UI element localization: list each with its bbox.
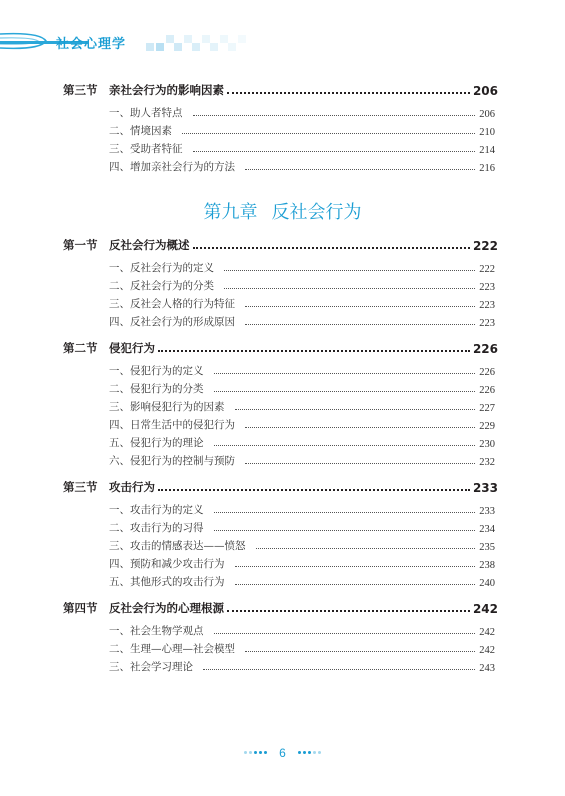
toc-item[interactable] (109, 519, 495, 535)
item-title: 一、社会生物学观点 (109, 625, 204, 637)
item-title: 五、侵犯行为的理论 (109, 437, 204, 449)
footer-dot (259, 751, 262, 754)
item-page-number: 243 (479, 663, 495, 674)
section-title: 攻击行为 (109, 480, 155, 494)
item-page-number: 232 (479, 457, 495, 468)
footer-dot (244, 751, 247, 754)
item-title: 五、其他形式的攻击行为 (109, 576, 225, 588)
footer-dot (249, 751, 252, 754)
footer-dot (264, 751, 267, 754)
item-page-number: 235 (479, 542, 495, 553)
section-title: 反社会行为概述 (109, 238, 190, 252)
footer-dot (303, 751, 306, 754)
item-page-number: 234 (479, 524, 495, 535)
dot-leader (182, 133, 475, 134)
toc-section-heading[interactable] (63, 80, 498, 98)
item-title: 三、攻击的情感表达——愤怒 (109, 540, 246, 552)
item-title: 一、助人者特点 (109, 107, 183, 119)
toc-section-heading[interactable] (63, 338, 498, 356)
dot-leader (245, 463, 475, 464)
item-title: 二、攻击行为的习得 (109, 522, 204, 534)
dot-leader (227, 610, 470, 612)
dot-leader (245, 651, 475, 652)
dot-leader (224, 288, 475, 289)
item-page-number: 233 (479, 506, 495, 517)
toc-item[interactable] (109, 313, 495, 329)
section-number: 第一节 (63, 238, 98, 252)
item-page-number: 230 (479, 439, 495, 450)
item-title: 三、社会学习理论 (109, 661, 193, 673)
toc-item[interactable] (109, 398, 495, 414)
dot-leader (214, 633, 476, 634)
item-page-number: 216 (479, 163, 495, 174)
toc-item[interactable] (109, 416, 495, 432)
toc-item[interactable] (109, 295, 495, 311)
toc-item[interactable] (109, 259, 495, 275)
page-footer (0, 742, 565, 761)
chapter-number: 第九章 (203, 202, 258, 223)
section-title: 亲社会行为的影响因素 (109, 83, 224, 97)
item-page-number: 229 (479, 421, 495, 432)
item-title: 二、反社会行为的分类 (109, 280, 214, 292)
dot-leader (214, 391, 476, 392)
item-page-number: 226 (479, 385, 495, 396)
item-title: 三、受助者特征 (109, 143, 183, 155)
dot-leader (214, 530, 476, 531)
item-title: 四、日常生活中的侵犯行为 (109, 419, 235, 431)
toc-item[interactable] (109, 104, 495, 120)
footer-dot (313, 751, 316, 754)
item-page-number: 206 (479, 109, 495, 120)
chapter-title: 反社会行为 (271, 202, 362, 223)
item-page-number: 242 (479, 627, 495, 638)
item-title: 一、攻击行为的定义 (109, 504, 204, 516)
dot-leader (224, 270, 475, 271)
item-title: 六、侵犯行为的控制与预防 (109, 455, 235, 467)
toc-item[interactable] (109, 622, 495, 638)
section-title: 反社会行为的心理根源 (109, 601, 224, 615)
dot-leader (214, 373, 476, 374)
item-page-number: 223 (479, 300, 495, 311)
section-page-number: 226 (472, 342, 498, 356)
section-title: 侵犯行为 (109, 341, 155, 355)
dot-leader (214, 512, 476, 513)
item-page-number: 242 (479, 645, 495, 656)
item-title: 四、预防和减少攻击行为 (109, 558, 225, 570)
item-page-number: 223 (479, 318, 495, 329)
page-number: 6 (279, 746, 286, 760)
toc-item[interactable] (109, 640, 495, 656)
item-title: 三、影响侵犯行为的因素 (109, 401, 225, 413)
toc-item[interactable] (109, 501, 495, 517)
section-number: 第三节 (63, 83, 98, 97)
footer-dot (308, 751, 311, 754)
item-title: 一、反社会行为的定义 (109, 262, 214, 274)
toc-section-heading[interactable] (63, 477, 498, 495)
dot-leader (235, 584, 476, 585)
footer-dot (318, 751, 321, 754)
toc-item[interactable] (109, 380, 495, 396)
toc-item[interactable] (109, 658, 495, 674)
section-number: 第四节 (63, 601, 98, 615)
item-title: 三、反社会人格的行为特征 (109, 298, 235, 310)
item-title: 二、侵犯行为的分类 (109, 383, 204, 395)
section-page-number: 242 (472, 602, 498, 616)
toc-item[interactable] (109, 434, 495, 450)
item-title: 四、反社会行为的形成原因 (109, 316, 235, 328)
item-page-number: 223 (479, 282, 495, 293)
section-page-number: 206 (472, 84, 498, 98)
dot-leader (193, 151, 476, 152)
toc-item[interactable] (109, 452, 495, 468)
item-page-number: 227 (479, 403, 495, 414)
dot-leader (214, 445, 476, 446)
toc-item[interactable] (109, 277, 495, 293)
dot-leader (245, 306, 475, 307)
section-page-number: 233 (472, 481, 498, 495)
item-title: 一、侵犯行为的定义 (109, 365, 204, 377)
item-title: 二、生理—心理—社会模型 (109, 643, 235, 655)
item-page-number: 226 (479, 367, 495, 378)
header-checker-decoration (146, 32, 256, 54)
section-page-number: 222 (472, 239, 498, 253)
item-page-number: 210 (479, 127, 495, 138)
dot-leader (193, 115, 476, 116)
dot-leader (158, 489, 470, 491)
dot-leader (193, 247, 470, 249)
toc-item[interactable] (109, 140, 495, 156)
footer-dot (254, 751, 257, 754)
toc-section-heading[interactable] (63, 235, 498, 253)
dot-leader (245, 324, 475, 325)
dot-leader (235, 566, 476, 567)
section-number: 第三节 (63, 480, 98, 494)
toc-item[interactable] (109, 122, 495, 138)
footer-dot (298, 751, 301, 754)
toc-item[interactable] (109, 158, 495, 174)
item-page-number: 222 (479, 264, 495, 275)
dot-leader (158, 350, 470, 352)
item-title: 四、增加亲社会行为的方法 (109, 161, 235, 173)
dot-leader (245, 427, 475, 428)
toc-item[interactable] (109, 362, 495, 378)
item-page-number: 238 (479, 560, 495, 571)
item-title: 二、情境因素 (109, 125, 172, 137)
dot-leader (256, 548, 476, 549)
toc-section-heading[interactable] (63, 598, 498, 616)
section-number: 第二节 (63, 341, 98, 355)
item-page-number: 240 (479, 578, 495, 589)
item-page-number: 214 (479, 145, 495, 156)
toc-item[interactable] (109, 537, 495, 553)
toc-item[interactable] (109, 573, 495, 589)
toc-item[interactable] (109, 555, 495, 571)
chapter-heading (0, 198, 565, 224)
running-header-title: 社会心理学 (56, 37, 127, 52)
dot-leader (245, 169, 475, 170)
dot-leader (203, 669, 475, 670)
dot-leader (235, 409, 476, 410)
dot-leader (227, 92, 470, 94)
